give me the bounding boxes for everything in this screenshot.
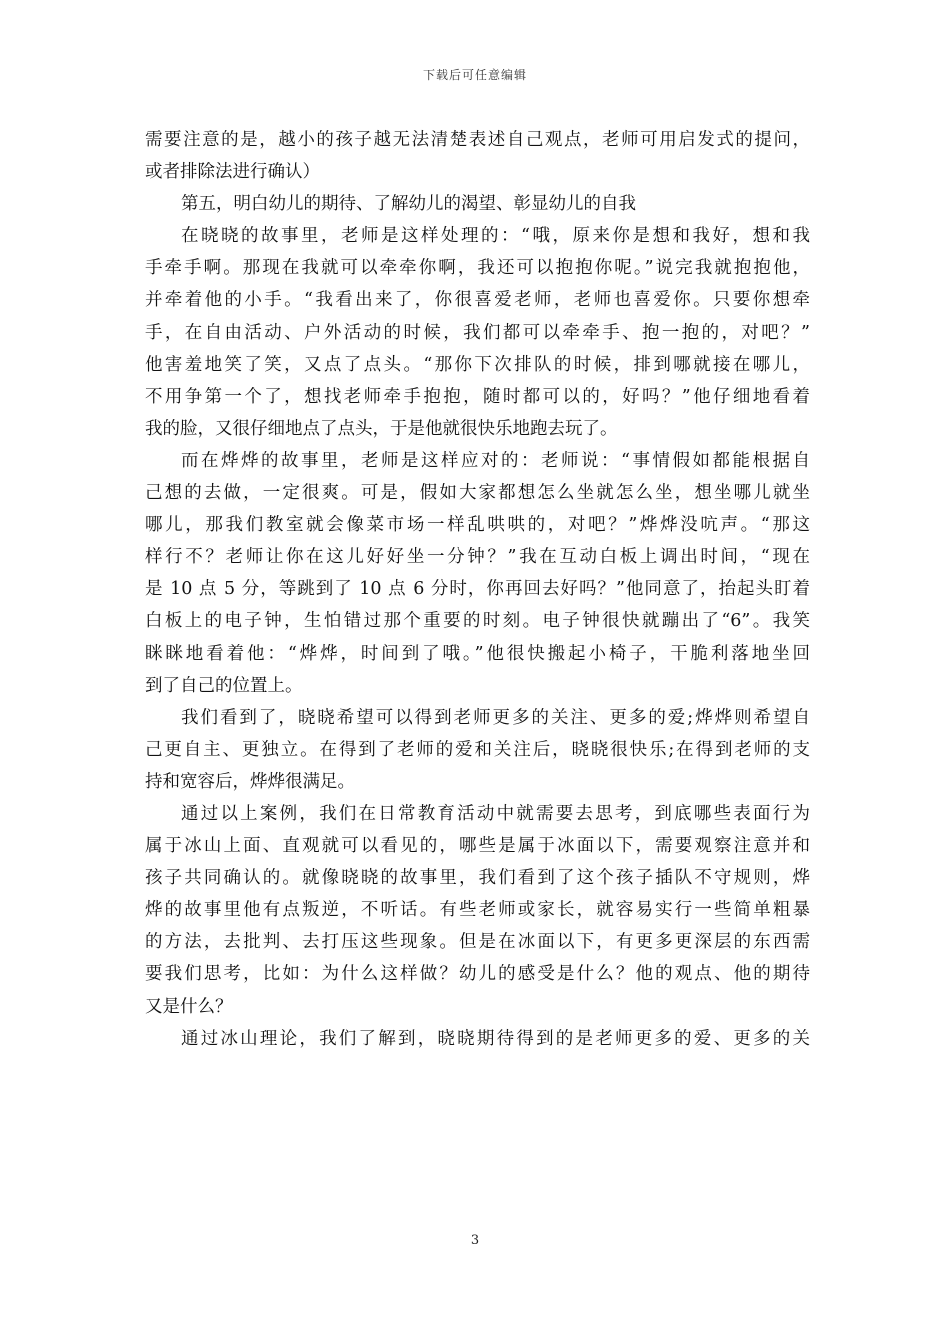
page-number: 3 [470, 1233, 480, 1248]
text-line: 己更自主、更独立。在得到了老师的爱和关注后，晓晓很快乐;在得到老师的支 [145, 739, 810, 760]
text-line: 样行不？老师让你在这儿好好坐一分钟？”我在互动白板上调出时间，“现在 [145, 547, 810, 568]
text-line: 己想的去做，一定很爽。可是，假如大家都想怎么坐就怎么坐，想坐哪儿就坐 [145, 483, 810, 504]
text-line: 需要注意的是，越小的孩子越无法清楚表述自己观点，老师可用启发式的提问， [145, 130, 810, 150]
text-line: 通过冰山理论，我们了解到，晓晓期待得到的是老师更多的爱、更多的关 [181, 1028, 810, 1049]
text-line: 不用争第一个了，想找老师牵手抱抱，随时都可以的，好吗？”他仔细地看着 [145, 386, 810, 407]
text-line: 属于冰山上面、直观就可以看见的，哪些是属于冰面以下，需要观察注意并和 [145, 836, 810, 857]
text-line: 手牵手啊。那现在我就可以牵牵你啊，我还可以抱抱你呢。”说完我就抱抱他， [145, 258, 810, 279]
page-header: 下载后可任意编辑 [422, 68, 527, 82]
text-line: 我的脸，又很仔细地点了点头，于是他就很快乐地跑去玩了。 [145, 418, 618, 439]
text-line: 持和宽容后，烨烨很满足。 [145, 771, 355, 792]
text-line: 我们看到了，晓晓希望可以得到老师更多的关注、更多的爱;烨烨则希望自 [181, 707, 810, 728]
text-line: 白板上的电子钟，生怕错过那个重要的时刻。电子钟很快就蹦出了“6”。我笑 [145, 611, 810, 632]
text-line: 通过以上案例，我们在日常教育活动中就需要去思考，到底哪些表面行为 [181, 803, 810, 824]
text-line: 在晓晓的故事里，老师是这样处理的：“哦，原来你是想和我好，想和我 [181, 226, 810, 247]
text-line: 烨的故事里他有点叛逆，不听话。有些老师或家长，就容易实行一些简单粗暴 [145, 900, 810, 921]
section-heading: 第五，明白幼儿的期待、了解幼儿的渴望、彰显幼儿的自我 [181, 194, 636, 215]
text-line: 又是什么？ [145, 996, 233, 1017]
text-line: 哪儿，那我们教室就会像菜市场一样乱哄哄的，对吧？”烨烨没吭声。“那这 [145, 515, 810, 536]
text-line: 他害羞地笑了笑，又点了点头。“那你下次排队的时候，排到哪就接在哪儿， [145, 354, 810, 375]
text-line: 孩子共同确认的。就像晓晓的故事里，我们看到了这个孩子插队不守规则，烨 [145, 868, 810, 889]
text-line: 到了自己的位置上。 [145, 675, 303, 696]
text-line: 眯眯地看着他：“烨烨，时间到了哦。”他很快搬起小椅子，干脆利落地坐回 [145, 643, 810, 664]
text-line: 或者排除法进行确认） [145, 162, 320, 183]
body-text [145, 124, 810, 1055]
text-line: 手，在自由活动、户外活动的时候，我们都可以牵牵手、抱一抱的，对吧？” [145, 322, 810, 343]
text-line: 是 10 点 5 分，等跳到了 10 点 6 分时，你再回去好吗？”他同意了，抬起头盯着 [145, 579, 810, 600]
text-line: 而在烨烨的故事里，老师是这样应对的：老师说：“事情假如都能根据自 [181, 450, 810, 471]
text-line: 并牵着他的小手。“我看出来了，你很喜爱老师，老师也喜爱你。只要你想牵 [145, 290, 810, 311]
text-line: 要我们思考，比如：为什么这样做？幼儿的感受是什么？他的观点、他的期待 [145, 964, 810, 985]
text-line: 的方法，去批判、去打压这些现象。但是在冰面以下，有更多更深层的东西需 [145, 932, 810, 953]
